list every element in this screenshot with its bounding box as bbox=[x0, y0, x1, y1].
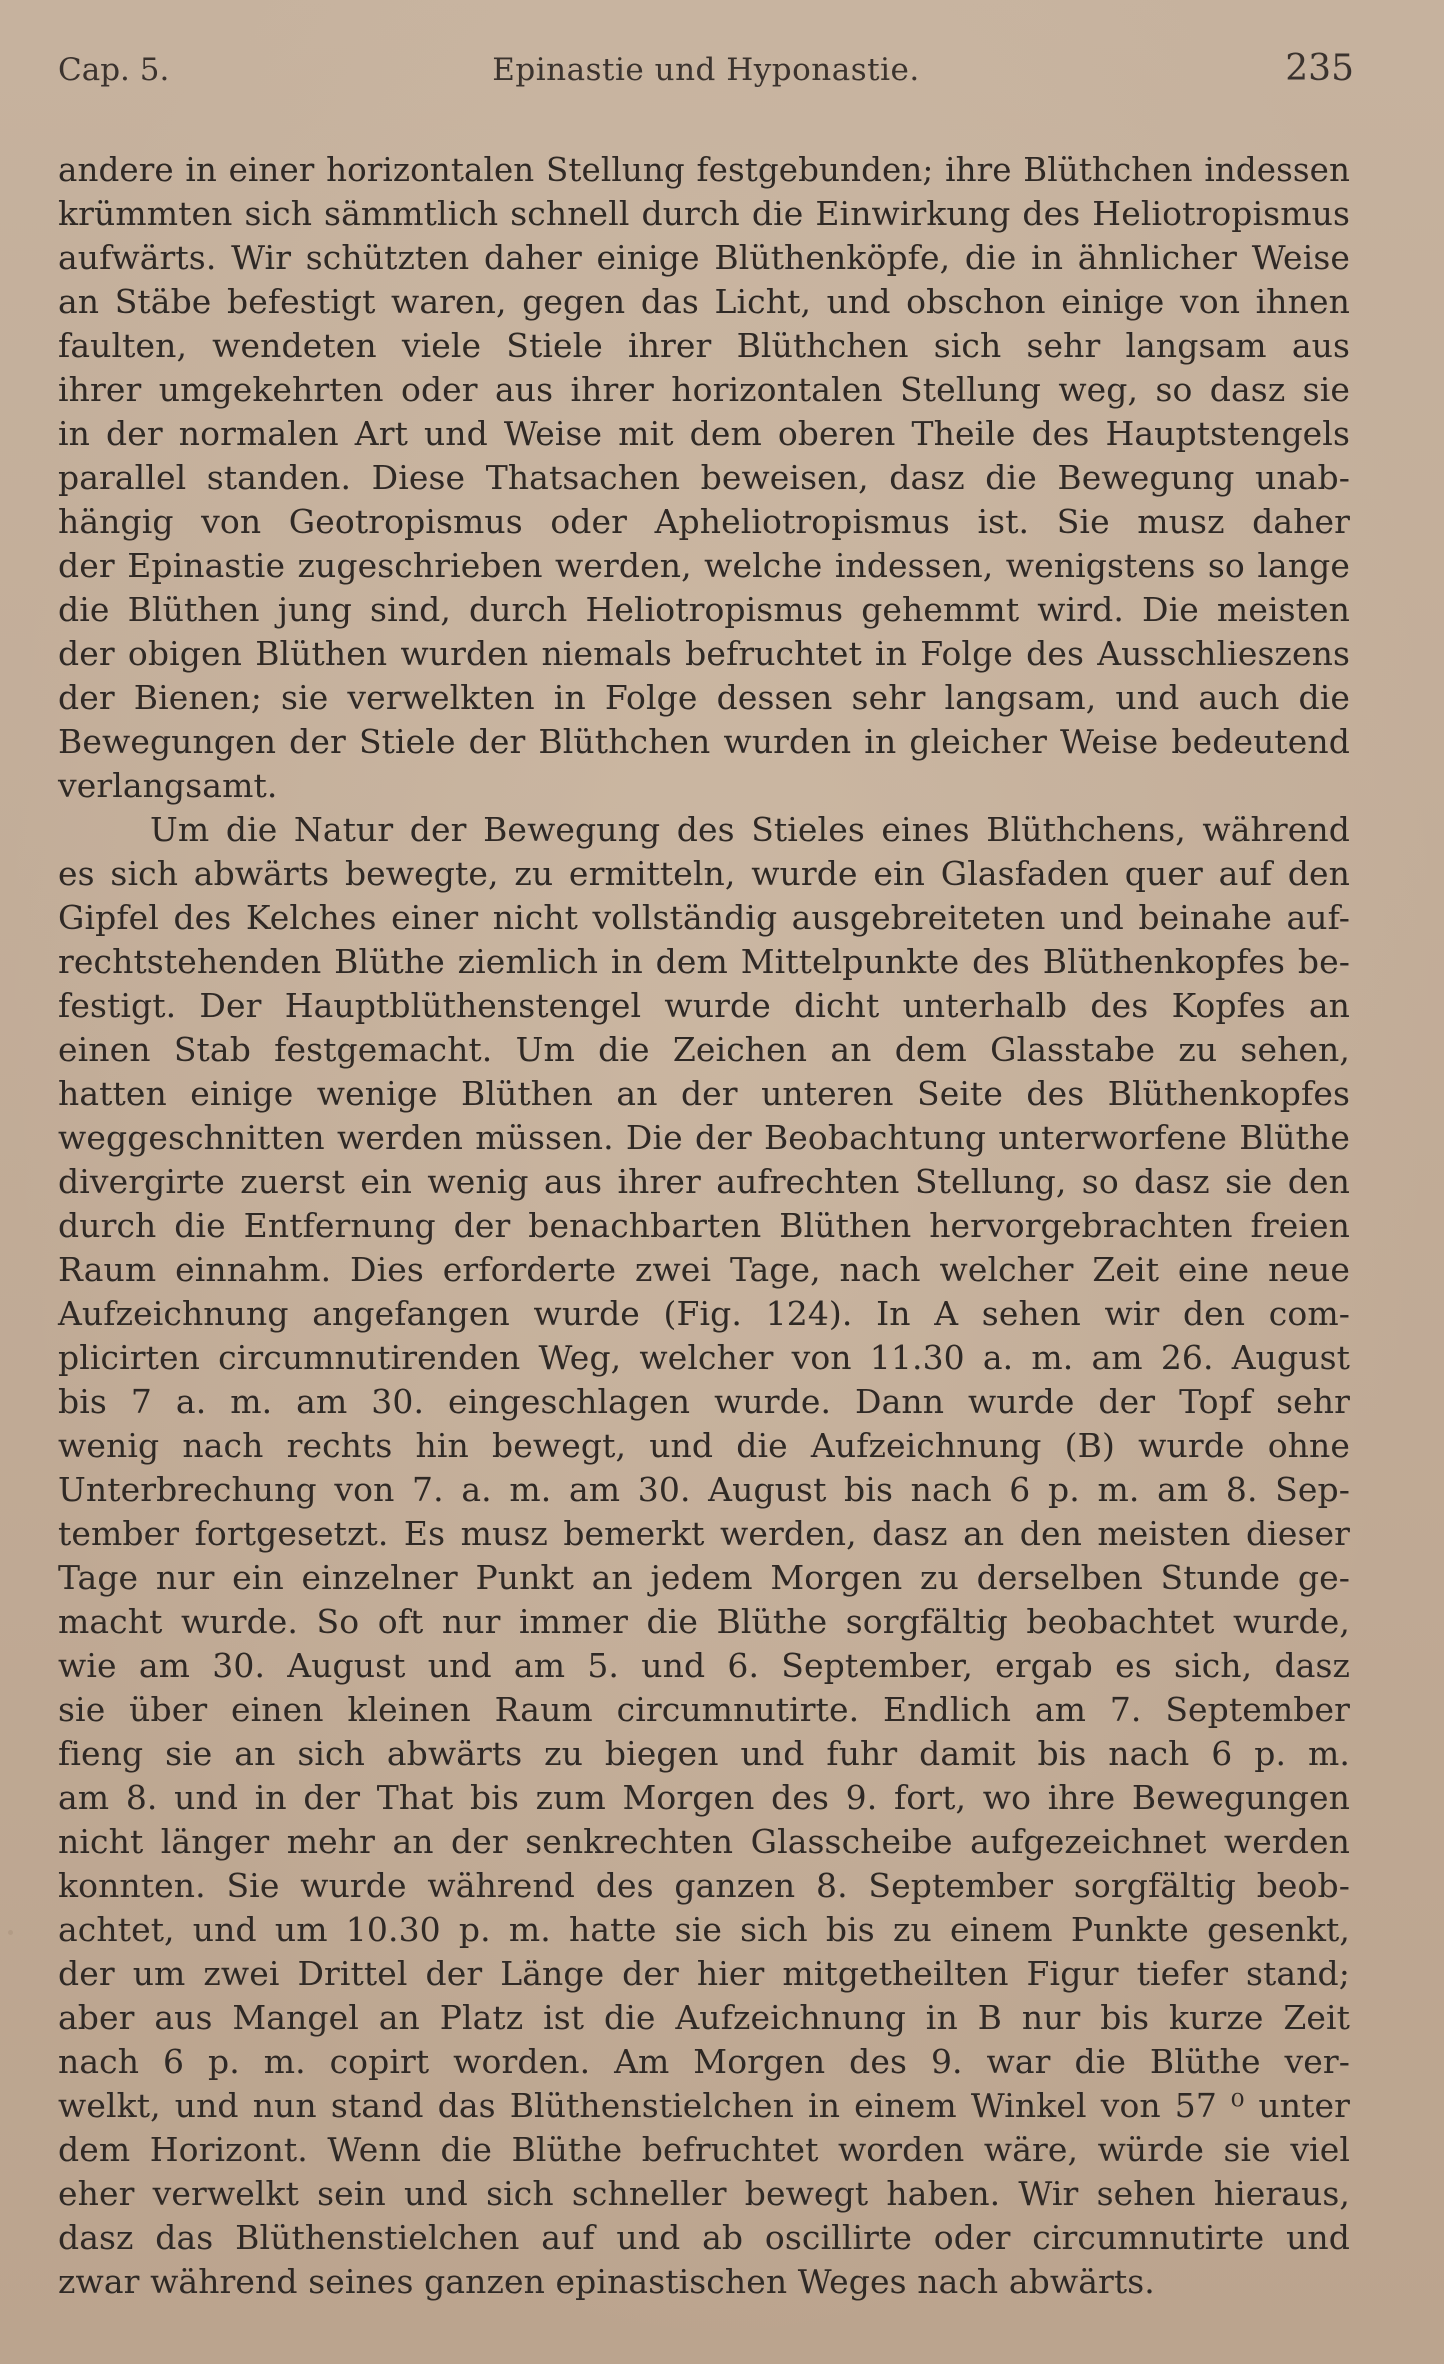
text-line: durch die Entfernung der benachbarten Blüthen hervorgebrachten freien bbox=[58, 1206, 1350, 1245]
text-line: hatten einige wenige Blüthen an der unteren Seite des Blüthenkopfes bbox=[58, 1074, 1350, 1113]
text-line: die Blüthen jung sind, durch Heliotropismus gehemmt wird. Die meisten bbox=[58, 590, 1350, 629]
text-line: es sich abwärts bewegte, zu ermitteln, wurde ein Glasfaden quer auf den bbox=[58, 854, 1350, 893]
text-line: Raum einnahm. Dies erforderte zwei Tage, nach welcher Zeit eine neue bbox=[58, 1250, 1350, 1289]
text-line: verlangsamt. bbox=[58, 766, 278, 805]
text-line: Gipfel des Kelches einer nicht vollständig ausgebreiteten und beinahe auf- bbox=[58, 898, 1350, 937]
text-line: dem Horizont. Wenn die Blüthe befruchtet worden wäre, würde sie viel bbox=[58, 2130, 1350, 2169]
paper-spot bbox=[8, 1930, 13, 1935]
text-line: sie über einen kleinen Raum circumnutirte. Endlich am 7. September bbox=[58, 1690, 1350, 1729]
text-line: Bewegungen der Stiele der Blüthchen wurden in gleicher Weise bedeutend bbox=[58, 722, 1350, 761]
text-line: konnten. Sie wurde während des ganzen 8. September sorgfältig beob- bbox=[58, 1866, 1350, 1905]
text-line: wenig nach rechts hin bewegt, und die Aufzeichnung (B) wurde ohne bbox=[58, 1426, 1350, 1465]
text-line: an Stäbe befestigt waren, gegen das Licht, und obschon einige von ihnen bbox=[58, 282, 1350, 321]
text-line: ihrer umgekehrten oder aus ihrer horizontalen Stellung weg, so dasz sie bbox=[58, 370, 1350, 409]
running-title: Epinastie und Hyponastie. bbox=[492, 52, 920, 88]
text-line: achtet, und um 10.30 p. m. hatte sie sich bis zu einem Punkte gesenkt, bbox=[58, 1910, 1350, 1949]
text-line: rechtstehenden Blüthe ziemlich in dem Mittelpunkte des Blüthenkopfes be- bbox=[58, 942, 1350, 981]
text-line: eher verwelkt sein und sich schneller bewegt haben. Wir sehen hieraus, bbox=[58, 2174, 1350, 2213]
text-line: in der normalen Art und Weise mit dem oberen Theile des Hauptstengels bbox=[58, 414, 1350, 453]
text-line: Aufzeichnung angefangen wurde (Fig. 124). In A sehen wir den com- bbox=[58, 1294, 1350, 1333]
text-line: aufwärts. Wir schützten daher einige Blüthenköpfe, die in ähnlicher Weise bbox=[58, 238, 1350, 277]
text-line: nicht länger mehr an der senkrechten Glasscheibe aufgezeichnet werden bbox=[58, 1822, 1350, 1861]
text-line: nach 6 p. m. copirt worden. Am Morgen des 9. war die Blüthe ver- bbox=[58, 2042, 1350, 2081]
text-line: andere in einer horizontalen Stellung festgebunden; ihre Blüthchen indessen bbox=[58, 151, 1350, 189]
text-line: Um die Natur der Bewegung des Stieles eines Blüthchens, während bbox=[150, 810, 1350, 849]
text-line: parallel standen. Diese Thatsachen beweisen, dasz die Bewegung unab- bbox=[58, 458, 1350, 497]
text-line: Tage nur ein einzelner Punkt an jedem Morgen zu derselben Stunde ge- bbox=[58, 1558, 1350, 1597]
text-line: der Bienen; sie verwelkten in Folge dessen sehr langsam, und auch die bbox=[58, 678, 1350, 717]
text-line: fieng sie an sich abwärts zu biegen und fuhr damit bis nach 6 p. m. bbox=[58, 1734, 1350, 1773]
text-line: der um zwei Drittel der Länge der hier mitgetheilten Figur tiefer stand; bbox=[58, 1954, 1350, 1993]
text-line: tember fortgesetzt. Es musz bemerkt werden, dasz an den meisten dieser bbox=[58, 1514, 1350, 1553]
page-number: 235 bbox=[1285, 48, 1354, 89]
text-line: aber aus Mangel an Platz ist die Aufzeichnung in B nur bis kurze Zeit bbox=[58, 1998, 1350, 2037]
text-line: macht wurde. So oft nur immer die Blüthe sorgfältig beobachtet wurde, bbox=[58, 1602, 1350, 1641]
chapter-label: Cap. 5. bbox=[58, 52, 170, 88]
text-line: bis 7 a. m. am 30. eingeschlagen wurde. Dann wurde der Topf sehr bbox=[58, 1382, 1350, 1421]
page-header bbox=[58, 48, 1354, 102]
text-line: divergirte zuerst ein wenig aus ihrer aufrechten Stellung, so dasz sie den bbox=[58, 1162, 1350, 1201]
text-line: der Epinastie zugeschrieben werden, welche indessen, wenigstens so lange bbox=[58, 546, 1350, 585]
text-line: festigt. Der Hauptblüthenstengel wurde dicht unterhalb des Kopfes an bbox=[58, 986, 1350, 1025]
text-line: plicirten circumnutirenden Weg, welcher von 11.30 a. m. am 26. August bbox=[58, 1338, 1350, 1377]
text-line: am 8. und in der That bis zum Morgen des 9. fort, wo ihre Bewegungen bbox=[58, 1778, 1350, 1817]
text-line: zwar während seines ganzen epinastischen Weges nach abwärts. bbox=[58, 2262, 1155, 2301]
text-line: hängig von Geotropismus oder Apheliotropismus ist. Sie musz daher bbox=[58, 502, 1350, 541]
body-text bbox=[58, 148, 1350, 2304]
text-line: einen Stab festgemacht. Um die Zeichen an dem Glasstabe zu sehen, bbox=[58, 1030, 1350, 1069]
text-line: wie am 30. August und am 5. und 6. September, ergab es sich, dasz bbox=[58, 1646, 1350, 1685]
text-line: Unterbrechung von 7. a. m. am 30. August bis nach 6 p. m. am 8. Sep- bbox=[58, 1470, 1350, 1509]
text-line: der obigen Blüthen wurden niemals befruchtet in Folge des Ausschlieszens bbox=[58, 634, 1350, 673]
text-line: krümmten sich sämmtlich schnell durch die Einwirkung des Heliotropismus bbox=[58, 194, 1350, 233]
text-line: welkt, und nun stand das Blüthenstielchen in einem Winkel von 57 ⁰ unter bbox=[58, 2086, 1350, 2125]
text-line: weggeschnitten werden müssen. Die der Beobachtung unterworfene Blüthe bbox=[58, 1118, 1350, 1157]
text-line: faulten, wendeten viele Stiele ihrer Blüthchen sich sehr langsam aus bbox=[58, 326, 1350, 365]
text-line: dasz das Blüthenstielchen auf und ab oscillirte oder circumnutirte und bbox=[58, 2218, 1350, 2257]
